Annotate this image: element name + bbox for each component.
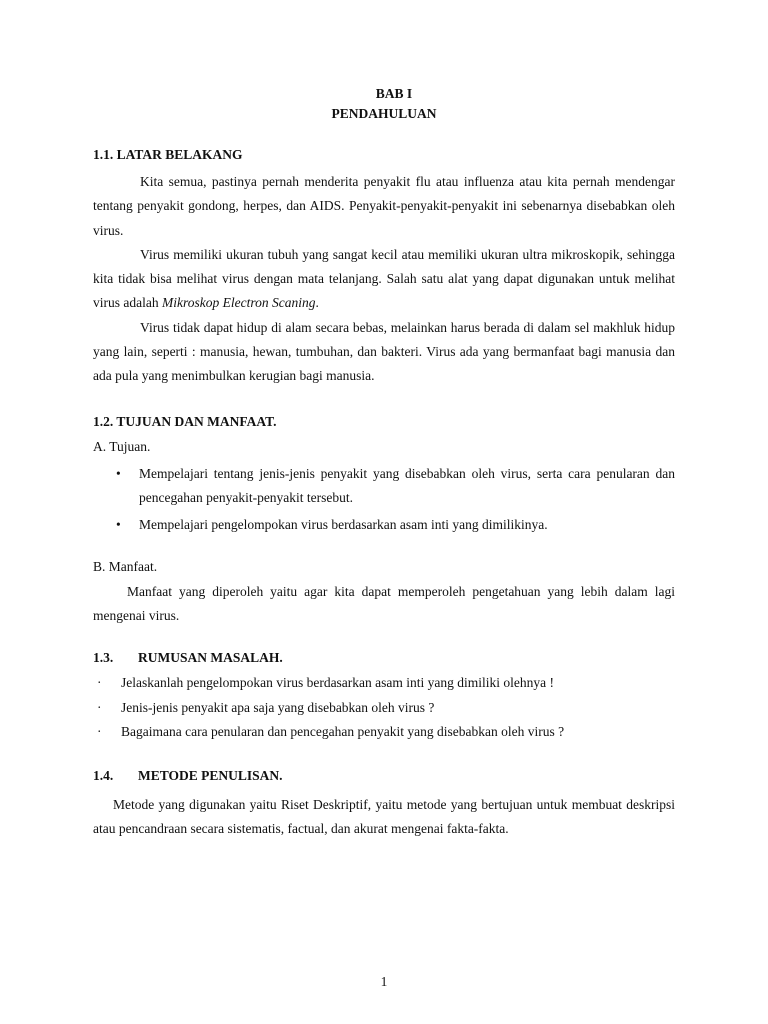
- bullet-icon: ·: [97, 675, 102, 691]
- section-number: 1.3.: [93, 650, 114, 666]
- paragraph: [93, 243, 675, 316]
- list-item-text: Bagaimana cara penularan dan pencegahan penyakit yang disebabkan oleh virus ?: [121, 724, 565, 740]
- paragraph: Kita semua, pastinya pernah menderita penyakit flu atau influenza atau kita pernah mendengar tentang penyakit gondong, herpes, dan AIDS. Penyakit-penyakit-penyakit ini sebenarnya disebabkan oleh virus.: [93, 174, 675, 238]
- section-heading-metode-penulisan: [93, 763, 675, 789]
- rumusan-list: [93, 671, 675, 745]
- list-item-text: Jelaskanlah pengelompokan virus berdasarkan asam inti yang dimiliki olehnya !: [121, 675, 555, 691]
- italic-term: Mikroskop Electron Scaning: [161, 295, 316, 311]
- paragraph-text: Virus memiliki ukuran tubuh yang sangat kecil atau memiliki ukuran ultra mikroskopik, sehingga kita tidak bisa melihat virus dengan mata telanjang. Salah satu alat yang dapat digunakan untuk melihat virus adalah: [93, 246, 675, 311]
- paragraph: Manfaat yang diperoleh yaitu agar kita dapat memperoleh pengetahuan yang lebih dalam lagi mengenai virus.: [93, 583, 675, 623]
- paragraph: Virus tidak dapat hidup di alam secara bebas, melainkan harus berada di dalam sel makhluk hidup yang lain, seperti : manusia, hewan, tumbuhan, dan bakteri. Virus ada yang bermanfaat bagi manusia dan ada pula yang menimbulkan kerugian bagi manusia.: [93, 319, 675, 384]
- bullet-icon: •: [116, 517, 121, 533]
- list-item-text: Jenis-jenis penyakit apa saja yang disebabkan oleh virus ?: [121, 699, 435, 715]
- section-title: METODE PENULISAN.: [138, 767, 283, 783]
- subheading-tujuan: A. Tujuan.: [93, 438, 151, 454]
- list-item: [93, 513, 675, 537]
- list-item: [93, 696, 675, 721]
- section-heading-latar-belakang: 1.1. LATAR BELAKANG: [93, 147, 243, 162]
- page-number: 1: [380, 974, 388, 989]
- section-heading-rumusan-masalah: [93, 645, 675, 671]
- section-title: RUMUSAN MASALAH.: [138, 650, 283, 666]
- chapter-title: [0, 84, 768, 124]
- paragraph-end: .: [315, 295, 319, 311]
- list-item-text: Mempelajari pengelompokan virus berdasarkan asam inti yang dimilikinya.: [139, 517, 548, 533]
- bullet-icon: •: [116, 465, 121, 481]
- subheading-manfaat: B. Manfaat.: [93, 558, 158, 574]
- bullet-icon: ·: [97, 699, 102, 715]
- tujuan-list: [93, 462, 675, 538]
- chapter-name: PENDAHULUAN: [331, 106, 437, 121]
- list-item: [93, 462, 675, 511]
- section-number: 1.4.: [93, 767, 114, 783]
- chapter-number: BAB I: [375, 86, 413, 101]
- list-item: [93, 720, 675, 745]
- list-item: [93, 671, 675, 696]
- bullet-icon: ·: [97, 724, 102, 740]
- document-body: [93, 142, 675, 841]
- section-heading-tujuan-manfaat: 1.2. TUJUAN DAN MANFAAT.: [93, 413, 277, 429]
- list-item-text: Mempelajari tentang jenis-jenis penyakit yang disebabkan oleh virus, serta cara penularan dan pencegahan penyakit-penyakit tersebut.: [139, 465, 675, 505]
- paragraph: Metode yang digunakan yaitu Riset Deskriptif, yaitu metode yang bertujuan untuk membuat deskripsi atau pencandraan secara sistematis, factual, dan akurat mengenai fakta-fakta.: [93, 796, 675, 836]
